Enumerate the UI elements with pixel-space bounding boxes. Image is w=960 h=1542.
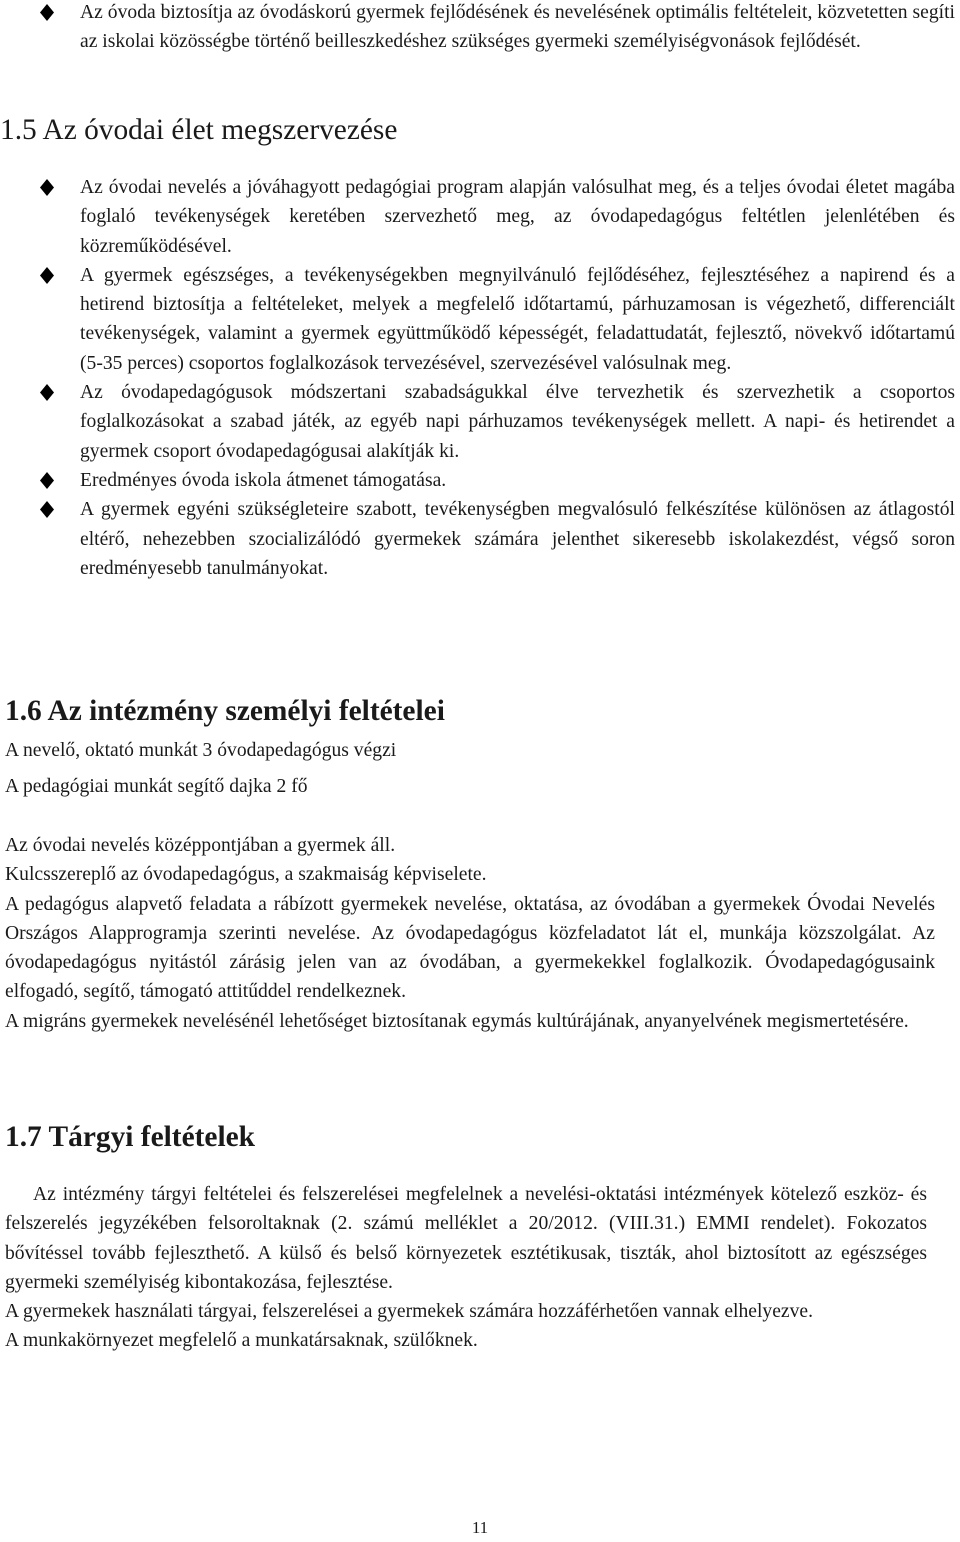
paragraph: Az intézmény tárgyi feltételei és felszerelései megfelelnek a nevelési-oktatási intézmények kötelező eszköz- és felszerelés jegyzékében felsoroltaknak (2. számú melléklet a 20/2012. (VIII.31.) EMMI rendelet). Fokozatos bővítéssel tovább fejleszthető. A külső és belső környezetek esztétikusak, tiszták, ahol biztosított az egészséges gyermeki személyiség kibontakozása, fejlesztése. (5, 1184, 927, 1293)
diamond-bullet-icon (40, 179, 54, 196)
section-heading-1-6: 1.6 Az intézmény személyi feltételei (5, 695, 445, 727)
diamond-bullet-icon (40, 384, 54, 401)
paragraph: Kulcsszereplő az óvodapedagógus, a szakmaiság képviselete. (5, 864, 487, 886)
page-number: 11 (471, 1518, 489, 1537)
list-item-text: A gyermek egyéni szükségleteire szabott, tevékenységben megvalósuló felkészítése különösen az átlagostól eltérő, nehezebben szocializálódó gyermekek számára jelenthet sikeresebb iskolakezdést, végső soron eredményesebb tanulmányokat. (80, 499, 955, 579)
section-heading-1-7: 1.7 Tárgyi feltételek (5, 1121, 256, 1153)
list-item (40, 173, 955, 261)
list-item (40, 261, 955, 378)
diamond-bullet-icon (40, 4, 54, 21)
list-item (40, 495, 955, 583)
list-item-text: Eredményes óvoda iskola átmenet támogatása. (80, 469, 447, 491)
list-item-text: A gyermek egészséges, a tevékenységekben megnyilvánuló fejlődéséhez, fejlesztéséhez a napirend és a hetirend biztosítja a feltételeket, melyek a megfelelő időtartamú, párhuzamosan is végezhető, differenciált tevékenységek, valamint a gyermek együttműködő képességét, feladattudatát, fejlesztő, növekvő időtartamú (5-35 perces) csoportos foglalkozások tervezésével, szervezésével valósulnak meg. (80, 264, 955, 374)
list-item-text: Az óvoda biztosítja az óvodáskorú gyermek fejlődésének és nevelésének optimális feltételeit, közvetetten segíti az iskolai közösségbe történő beilleszkedéshez szükséges gyermeki személyiségvonások fejlődését. (80, 2, 955, 53)
paragraph: A gyermekek használati tárgyai, felszerelései a gyermekek számára hozzáférhetően vannak elhelyezve. (5, 1301, 814, 1323)
list-item (40, 466, 955, 495)
diamond-bullet-icon (40, 472, 54, 489)
section-heading-1-5: 1.5 Az óvodai élet megszervezése (0, 114, 398, 146)
diamond-bullet-icon (40, 267, 54, 284)
list-item (40, 0, 955, 57)
paragraph: A munkakörnyezet megfelelő a munkatársaknak, szülőknek. (5, 1330, 478, 1352)
section-1-6-body (5, 831, 935, 1036)
top-bullet-list (40, 0, 955, 57)
paragraph: Az óvodai nevelés középpontjában a gyermek áll. (5, 835, 396, 856)
list-item-text: Az óvodapedagógusok módszertani szabadságukkal élve tervezhetik és szervezhetik a csoportos foglalkozásokat a szabad játék, az egyéb napi párhuzamos tevékenységek mellett. A napi- és hetirendet a gyermek csoport óvodapedagógusai alakítják ki. (80, 382, 955, 462)
staff-line-teachers: A nevelő, oktató munkát 3 óvodapedagógus végzi (5, 740, 397, 761)
section-1-6-staff (5, 736, 960, 802)
paragraph: A pedagógus alapvető feladata a rábízott gyermekek nevelése, oktatása, az óvodában a gyermekek Óvodai Nevelés Országos Alapprogramja szerinti nevelése. Az óvodapedagógus közfeladatot lát el, munkája közszolgálat. Az óvodapedagógus nyitástól zárásig jelen van az óvodában, a gyermekekkel foglalkozik. Óvodapedagógusaink elfogadó, segítő, támogató attitűddel rendelkeznek. (5, 893, 935, 1003)
diamond-bullet-icon (40, 501, 54, 518)
list-item-text: Az óvodai nevelés a jóváhagyott pedagógiai program alapján valósulhat meg, és a teljes óvodai életet magába foglaló tevékenységek keretében szervezhető meg, az óvodapedagógus feltétlen jelenlétében és közreműködésével. (80, 177, 955, 257)
paragraph: A migráns gyermekek nevelésénél lehetőséget biztosítanak egymás kultúrájának, anyanyelvének megismertetésére. (5, 1010, 909, 1032)
section-1-7-body (5, 1180, 927, 1356)
section-1-5-bullet-list (40, 173, 955, 583)
list-item (40, 378, 955, 466)
staff-line-assistants: A pedagógiai munkát segítő dajka 2 fő (5, 776, 308, 798)
